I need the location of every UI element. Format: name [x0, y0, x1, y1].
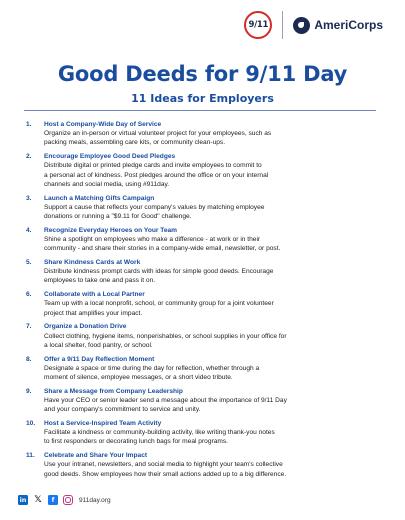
item-body — [44, 152, 386, 189]
911-logo-text: 9/11 — [248, 20, 269, 30]
item-description-line: a personal act of kindness. Post pledges around the office or on your internal — [44, 171, 269, 179]
item-description-line: Use your intranet, newsletters, and social media to highlight your team's collective — [44, 461, 283, 469]
item-description-line: Designate a space or time during the day for reflection, whether through a — [44, 364, 260, 372]
item-number: 6. — [26, 291, 32, 299]
list-item — [26, 194, 386, 222]
item-heading: Share Kindness Cards at Work — [44, 259, 141, 267]
911-day-logo — [244, 11, 272, 39]
item-description-line: Have your CEO or senior leader send a message about the importance of 9/11 Day — [44, 397, 287, 405]
item-heading: Organize a Donation Drive — [44, 323, 127, 331]
x-icon[interactable]: 𝕏 — [34, 495, 42, 505]
list-item — [26, 152, 386, 189]
list-item — [26, 387, 386, 415]
item-number: 1. — [26, 121, 32, 128]
title-divider — [24, 110, 376, 111]
instagram-icon[interactable] — [63, 495, 73, 505]
item-description-line: Distribute digital or printed pledge cards and invite employees to commit to — [44, 162, 262, 170]
item-number: 7. — [26, 323, 32, 331]
item-description-line: Support a cause that reflects your company's values by matching employee — [44, 203, 265, 211]
item-heading: Share a Message from Company Leadership — [44, 387, 183, 395]
item-number: 5. — [26, 259, 32, 267]
item-body — [44, 226, 386, 254]
item-body — [44, 387, 386, 415]
item-number: 9. — [26, 387, 32, 395]
item-body — [44, 194, 386, 222]
item-description-line: and your company's commitment to service and unity. — [44, 406, 201, 414]
item-description-line: to first responders or decorating lunch bags for meal programs. — [44, 438, 228, 446]
item-number: 10. — [26, 420, 36, 428]
item-body — [44, 355, 386, 383]
item-body — [44, 120, 386, 148]
list-item — [26, 322, 386, 350]
item-description-line: Shine a spotlight on employees who make a difference - at work or in their — [44, 236, 261, 244]
americorps-text: AmeriCorps — [314, 18, 383, 32]
item-description-line: channels and social media, using #911day. — [44, 180, 170, 188]
list-item — [26, 120, 386, 148]
item-description-line: employees to take one and pass it on. — [44, 277, 156, 285]
item-heading: Launch a Matching Gifts Campaign — [44, 194, 155, 202]
item-number: 8. — [26, 355, 32, 363]
page-subtitle: 11 Ideas for Employers — [131, 92, 274, 105]
item-description-line: community - and share their stories in a company-wide email, newsletter, or post. — [44, 245, 281, 253]
footer-url[interactable]: 911day.org — [79, 496, 111, 504]
item-heading: Offer a 9/11 Day Reflection Moment — [44, 355, 155, 363]
item-heading: Encourage Employee Good Deed Pledges — [44, 153, 176, 161]
item-body — [44, 419, 386, 447]
item-description-line: Organize an in-person or virtual volunteer project for your employees, such as — [44, 130, 272, 138]
item-body — [44, 290, 386, 318]
list-item — [26, 419, 386, 447]
americorps-logo — [293, 17, 383, 34]
item-body — [44, 258, 386, 286]
item-description-line: moment of silence, employee messages, or a short video tribute. — [44, 374, 233, 382]
page-title: Good Deeds for 9/11 Day — [57, 62, 348, 86]
item-description-line: Team up with a local nonprofit, school, or community group for a joint volunteer — [44, 300, 274, 308]
item-heading: Host a Service-Inspired Team Activity — [44, 420, 162, 428]
footer — [18, 495, 111, 505]
item-number: 2. — [26, 153, 32, 161]
list-item — [26, 226, 386, 254]
item-number: 11. — [26, 452, 35, 460]
list-item — [26, 451, 386, 479]
ideas-list — [26, 120, 386, 483]
item-description-line: packing meals, assembling care kits, or community clean-ups. — [44, 139, 226, 147]
item-number: 4. — [26, 226, 32, 234]
item-heading: Collaborate with a Local Partner — [44, 291, 145, 299]
list-item — [26, 258, 386, 286]
list-item — [26, 290, 386, 318]
item-description-line: Facilitate a kindness or community-building activity, like writing thank-you notes — [44, 429, 275, 437]
item-heading: Recognize Everyday Heroes on Your Team — [44, 226, 178, 234]
linkedin-icon[interactable]: in — [19, 496, 27, 504]
item-description-line: a local shelter, food pantry, or school. — [44, 341, 153, 349]
item-number: 3. — [26, 194, 32, 202]
item-description-line: Collect clothing, hygiene items, nonperishables, or school supplies in your office for — [44, 332, 287, 340]
header-logos — [244, 10, 383, 40]
logo-divider — [282, 11, 283, 39]
item-description-line: donations or running a "$9.11 for Good" challenge. — [44, 213, 192, 221]
item-heading: Host a Company-Wide Day of Service — [44, 121, 162, 128]
item-description-line: good deeds. Show employees how their small actions added up to a big difference. — [44, 470, 287, 478]
item-body — [44, 322, 386, 350]
item-heading: Celebrate and Share Your Impact — [44, 452, 148, 460]
list-item — [26, 355, 386, 383]
item-description-line: project that amplifies your impact. — [44, 309, 143, 317]
item-description-line: Distribute kindness prompt cards with ideas for simple good deeds. Encourage — [44, 268, 274, 276]
americorps-mark-icon — [293, 17, 310, 34]
item-body — [44, 451, 386, 479]
facebook-icon[interactable]: f — [48, 495, 58, 505]
